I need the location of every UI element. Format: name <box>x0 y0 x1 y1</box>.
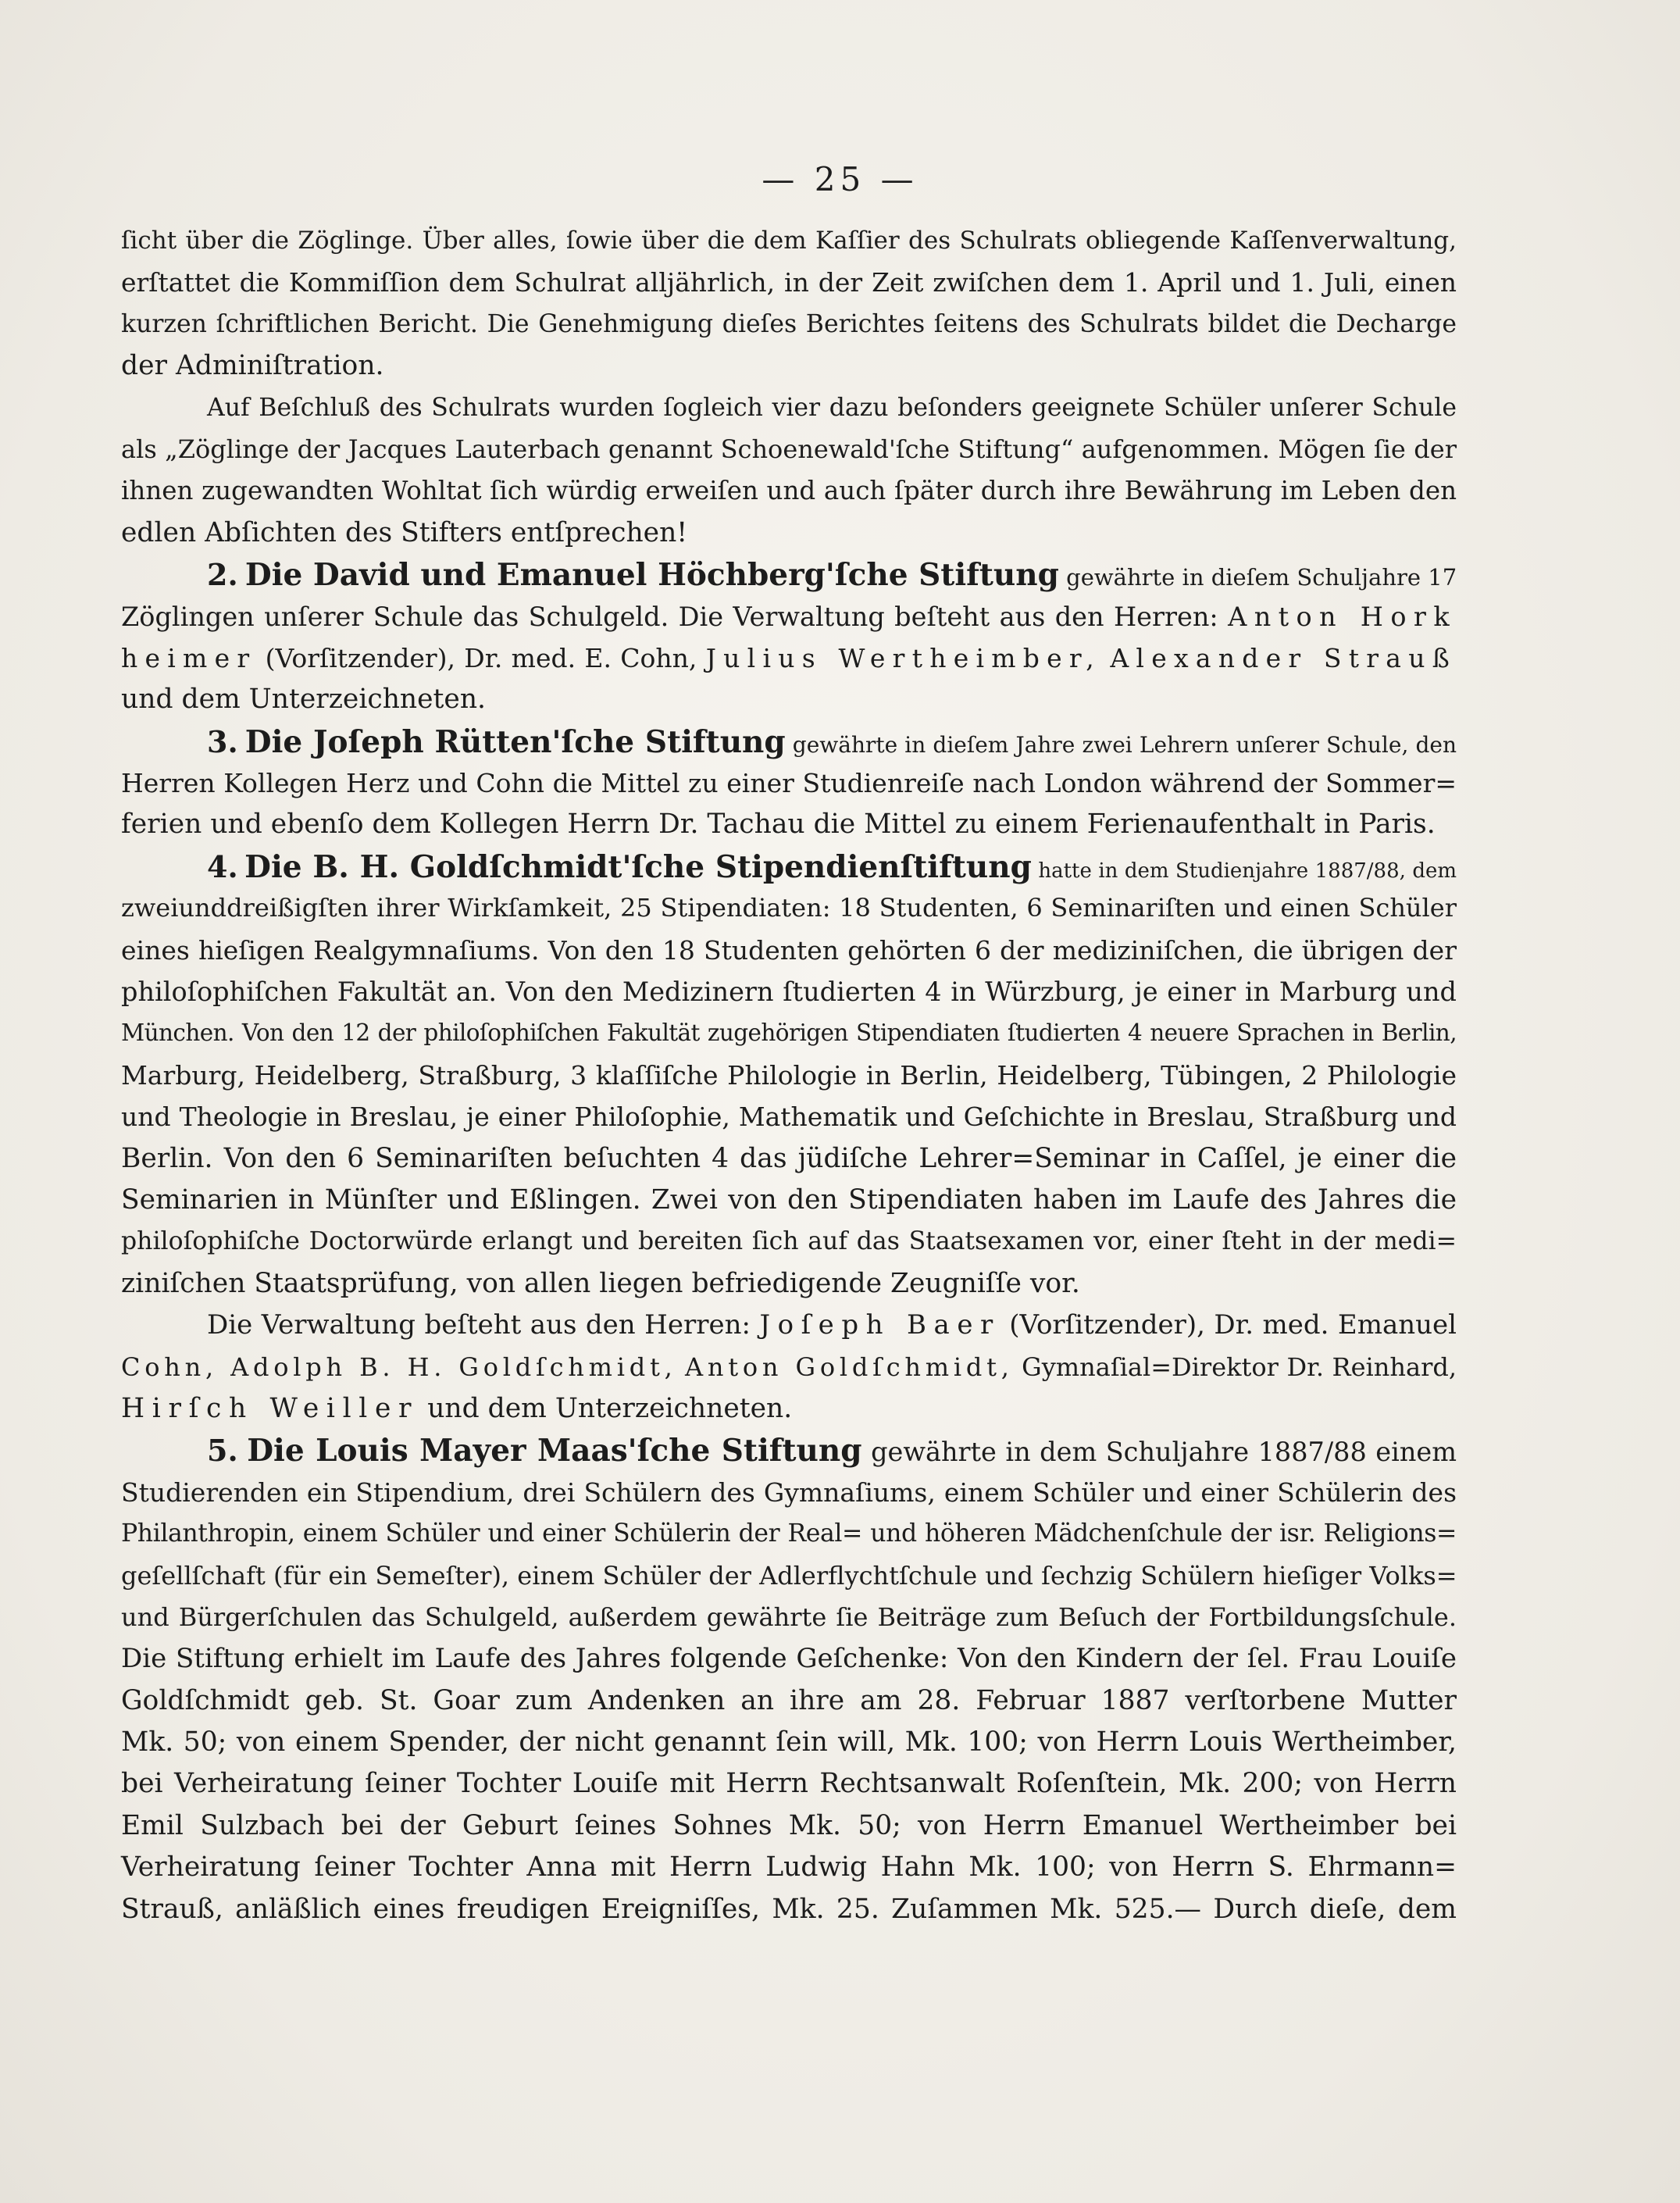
text-line <box>121 1388 1457 1430</box>
section-2-heading-line <box>121 554 1457 595</box>
section-3-title: Die Joſeph Rütten'ſche Stiftung <box>244 723 786 760</box>
text-line: Auf Beſchluß des Schulrats wurden ſogleich vier dazu beſonders geeignete Schüler unſerer Schule <box>207 393 1457 422</box>
text-line: Seminarien in Münſter und Eßlingen. Zwei von den Stipendiaten haben im Laufe des Jahres die <box>121 1184 1457 1216</box>
text-line: erſtattet die Kommiſſion dem Schulrat alljährlich, in der Zeit zwiſchen dem 1. April und 1. Juli, einen <box>121 267 1457 298</box>
body-text <box>121 220 1457 1930</box>
section-2-number: 2. <box>207 557 238 593</box>
text-line: und Bürgerſchulen das Schulgeld, außerdem gewährte ſie Beiträge zum Beſuch der Fortbildungsſchule. <box>121 1601 1457 1632</box>
text-line: Goldſchmidt geb. St. Goar zum Andenken an ihre am 28. Februar 1887 verſtorbene Mutter <box>121 1684 1457 1716</box>
text-line: Emil Sulzbach bei der Geburt ſeines Sohnes Mk. 50; von Herrn Emanuel Wertheimber bei <box>121 1809 1457 1841</box>
section-4-text: und dem Unterzeichneten. <box>427 1392 793 1424</box>
text-line: München. Von den 12 der philoſophiſchen Fakultät zugehörigen Stipendiaten ſtudierten 4 neuere Sprachen in Berlin, <box>121 1019 1457 1047</box>
text-line <box>121 1347 1457 1388</box>
person-name: Hirſch Weiller <box>121 1392 419 1424</box>
text-line: edlen Abſichten des Stifters entſprechen! <box>121 516 688 548</box>
section-2-title: Die David und Emanuel Höchberg'ſche Stiftung <box>244 557 1059 594</box>
person-name: heimer <box>121 642 257 673</box>
section-2-text: (Vorſitzender), Dr. med. E. Cohn, <box>265 642 697 673</box>
text-line: ſicht über die Zöglinge. Über alles, ſowie über die dem Kaſſier des Schulrats obliegende Kaſſenverwaltung, <box>121 227 1457 255</box>
text-line: Verheiratung ſeiner Tochter Anna mit Herrn Ludwig Hahn Mk. 100; von Herrn S. Ehrmann= <box>121 1851 1457 1883</box>
text-line: Studierenden ein Stipendium, drei Schülern des Gymnaſiums, einem Schüler und einer Schülerin des <box>121 1476 1457 1508</box>
text-line: philoſophiſche Doctorwürde erlangt und bereiten ſich auf das Staatsexamen vor, einer ſteht in der medi= <box>121 1227 1457 1256</box>
text-line: eines hieſigen Realgymnaſiums. Von den 18 Studenten gehörten 6 der mediziniſchen, die übrigen der <box>121 934 1457 966</box>
section-4-heading-line <box>121 846 1457 887</box>
text-line: und dem Unterzeichneten. <box>121 684 487 716</box>
person-name: Alexander Strauß <box>1110 642 1457 673</box>
text-line: Berlin. Von den 6 Seminariſten beſuchten 4 das jüdiſche Lehrer=Seminar in Caſſel, je einer die <box>121 1142 1457 1174</box>
text-line: philoſophiſchen Fakultät an. Von den Medizinern ſtudierten 4 in Würzburg, je einer in Marburg und <box>121 977 1457 1008</box>
person-name: Joſeph Baer <box>759 1309 1001 1341</box>
person-name: Anton Goldſchmidt, <box>685 1351 1014 1382</box>
text-line: der Adminiſtration. <box>121 350 384 382</box>
text-line <box>121 596 1457 637</box>
section-2-text: gewährte in dieſem Schuljahre 17 <box>1066 564 1457 591</box>
text-line: bei Verheiratung ſeiner Tochter Louiſe mit Herrn Rechtsanwalt Roſenſtein, Mk. 200; von Herrn <box>121 1768 1457 1800</box>
section-4-text: (Vorſitzender), Dr. med. Emanuel <box>1009 1309 1457 1341</box>
section-3-text: gewährte in dieſem Jahre zwei Lehrern unſerer Schule, den <box>792 731 1457 758</box>
section-5-heading-line <box>121 1430 1457 1471</box>
text-line: ihnen zugewandten Wohltat ſich würdig erweiſen und auch ſpäter durch ihre Bewährung im Leben den <box>121 476 1457 506</box>
text-line: Philanthropin, einem Schüler und einer Schülerin der Real= und höheren Mädchenſchule der isr. Religions= <box>121 1519 1457 1548</box>
text-line <box>121 637 1457 679</box>
section-3-number: 3. <box>207 723 238 759</box>
text-line: als „Zöglinge der Jacques Lauterbach genannt Schoenewald'ſche Stiftung“ aufgenommen. Mögen ſie der <box>121 434 1457 464</box>
page-number: — 25 — <box>762 160 918 198</box>
text-line: Marburg, Heidelberg, Straßburg, 3 klaſſiſche Philologie in Berlin, Heidelberg, Tübingen, 2 Philologie <box>121 1059 1457 1091</box>
text-line: Herren Kollegen Herz und Cohn die Mittel zu einer Studienreiſe nach London während der Sommer= <box>121 768 1457 799</box>
section-4-title: Die B. H. Goldſchmidt'ſche Stipendienſtiftung <box>244 848 1032 885</box>
text-line: Strauß, anläßlich eines freudigen Ereigniſſes, Mk. 25. Zuſammen Mk. 525.— Durch dieſe, dem <box>121 1893 1457 1925</box>
person-name: Anton Hork <box>1228 601 1457 632</box>
section-4-text: Gymnaſial=Direktor Dr. Reinhard, <box>1022 1351 1457 1382</box>
text-line: Mk. 50; von einem Spender, der nicht genannt ſein will, Mk. 100; von Herrn Louis Wertheimber, <box>121 1726 1457 1758</box>
text-line: ziniſchen Staatsprüfung, von allen liegen befriedigende Zeugniſſe vor. <box>121 1267 1080 1299</box>
section-5-title: Die Louis Mayer Maas'ſche Stiftung <box>247 1433 862 1469</box>
text-line: kurzen ſchriftlichen Bericht. Die Genehmigung dieſes Berichtes ſeitens des Schulrats bildet die Decharge <box>121 309 1457 338</box>
section-3-heading-line <box>121 721 1457 762</box>
section-5-text: gewährte in dem Schuljahre 1887/88 einem <box>871 1437 1457 1468</box>
text-line: geſellſchaft (für ein Semeſter), einem Schüler der Adlerflychtſchule und ſechzig Schülern hieſiger Volks= <box>121 1560 1457 1591</box>
text-line: zweiunddreißigſten ihrer Wirkſamkeit, 25 Stipendiaten: 18 Studenten, 6 Seminariſten und einen Schüler <box>121 893 1457 923</box>
section-4-text: Die Verwaltung beſteht aus den Herren: <box>207 1309 751 1341</box>
section-4-number: 4. <box>207 848 238 884</box>
person-name: Cohn, Adolph B. H. Goldſchmidt, <box>121 1351 677 1382</box>
text-line: ferien und ebenſo dem Kollegen Herrn Dr. Tachau die Mittel zu einem Ferienaufenthalt in Paris. <box>121 809 1436 841</box>
text-line <box>121 1305 1457 1346</box>
section-2-text: Zöglingen unſerer Schule das Schulgeld. Die Verwaltung beſteht aus den Herren: <box>121 601 1218 632</box>
text-line: Die Stiftung erhielt im Laufe des Jahres folgende Geſchenke: Von den Kindern der ſel. Frau Louiſe <box>121 1643 1457 1675</box>
person-name: Julius Wertheimber, <box>705 642 1102 673</box>
section-5-number: 5. <box>207 1433 238 1469</box>
section-4-text: hatte in dem Studienjahre 1887/88, dem <box>1038 859 1457 883</box>
text-line: und Theologie in Breslau, je einer Philoſophie, Mathematik und Geſchichte in Breslau, Straßburg und <box>121 1102 1457 1133</box>
